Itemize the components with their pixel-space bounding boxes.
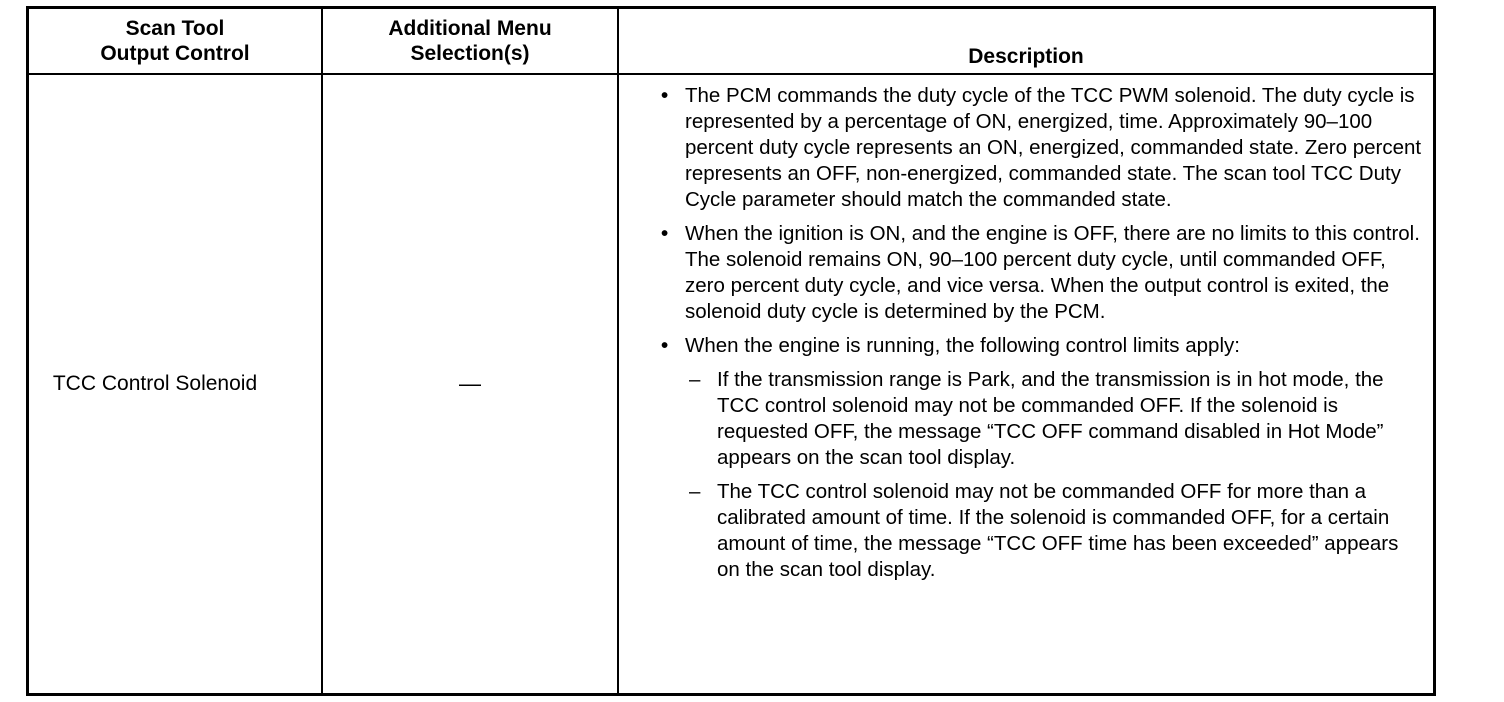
menu-selection-value: — — [459, 371, 481, 396]
dash-icon: – — [689, 480, 701, 503]
bullet-icon: • — [661, 222, 669, 245]
output-control-table — [26, 6, 1436, 696]
header-description — [618, 9, 1433, 74]
bullet-icon: • — [661, 84, 669, 107]
description-cell — [618, 74, 1433, 693]
bullet-text: When the ignition is ON, and the engine is OFF, there are no limits to this control. The solenoid remains ON, 90–100 percent duty cycle, until commanded OFF, zero percent duty cycle, and vice versa. When the output control is exited, the solenoid duty cycle is determined by the PCM. — [685, 222, 1420, 323]
bullet-text: The PCM commands the duty cycle of the TCC PWM solenoid. The duty cycle is represented by a percentage of ON, energized, time. Approximately 90–100 percent duty cycle represents an ON, energized, commanded state. Zero percent represents an OFF, non-energized, commanded state. The scan tool TCC Duty Cycle parameter should match the commanded state. — [685, 84, 1422, 211]
sub-list-item — [685, 367, 1423, 471]
output-control-cell — [29, 74, 322, 693]
header-additional-menu-selections — [322, 9, 618, 74]
description-bullet-list — [659, 83, 1423, 583]
header-scan-tool-output-control — [29, 9, 322, 74]
list-item — [659, 83, 1423, 213]
header-col2-line1: Additional Menu — [388, 17, 552, 40]
output-control-value: TCC Control Solenoid — [52, 372, 258, 395]
output-control-table-grid — [29, 9, 1433, 693]
bullet-icon: • — [661, 334, 669, 357]
list-item — [659, 221, 1423, 325]
sub-bullet-list — [685, 367, 1423, 583]
sub-bullet-text: If the transmission range is Park, and the transmission is in hot mode, the TCC control solenoid may not be commanded OFF. If the solenoid is requested OFF, the message “TCC OFF command disabled in Hot Mode” appears on the scan tool display. — [717, 368, 1384, 469]
header-row — [29, 9, 1433, 74]
header-col1-line2: Output Control — [100, 42, 250, 65]
sub-bullet-text: The TCC control solenoid may not be commanded OFF for more than a calibrated amount of time. If the solenoid is commanded OFF, for a certain amount of time, the message “TCC OFF time has been exceeded” appears on the scan tool display. — [717, 480, 1399, 581]
header-col3-label: Description — [968, 45, 1084, 68]
list-item — [659, 333, 1423, 583]
dash-icon: – — [689, 368, 701, 391]
menu-selection-cell — [322, 74, 618, 693]
bullet-text: When the engine is running, the following control limits apply: — [685, 334, 1240, 357]
header-col1-line1: Scan Tool — [125, 17, 225, 40]
header-col2-line2: Selection(s) — [410, 42, 530, 65]
sub-list-item — [685, 479, 1423, 583]
table-row — [29, 74, 1433, 693]
